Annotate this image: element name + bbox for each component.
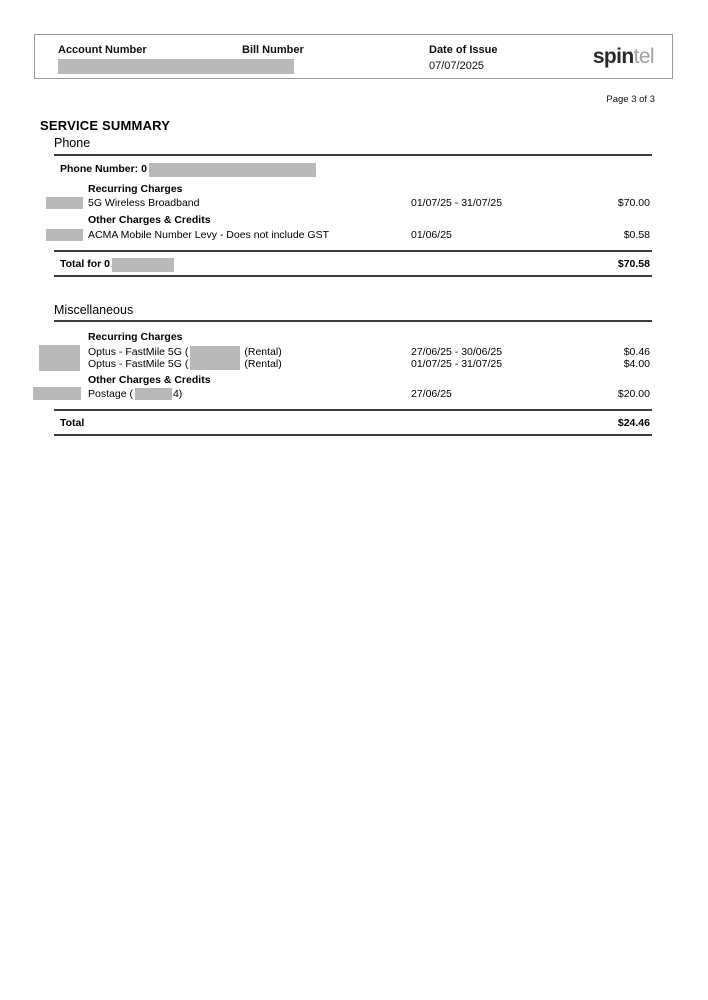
divider	[54, 275, 652, 277]
phone-total-text: Total for 0	[60, 258, 110, 270]
divider	[54, 250, 652, 252]
recurring-charges-label: Recurring Charges	[88, 331, 183, 343]
redaction-bar	[190, 358, 240, 370]
charge-amount: $70.00	[617, 197, 650, 209]
phone-total-amount: $70.58	[617, 258, 650, 270]
page-indicator: Page 3 of 3	[606, 94, 655, 105]
charge-row	[0, 388, 708, 402]
misc-recurring-heading	[0, 331, 708, 345]
charge-row	[0, 197, 708, 211]
divider	[54, 154, 652, 156]
charge-description	[88, 388, 182, 401]
date-of-issue-label: Date of Issue	[429, 44, 498, 56]
phone-total-label	[60, 258, 174, 272]
date-of-issue-value: 07/07/2025	[429, 60, 485, 72]
redaction-bar	[46, 229, 83, 241]
charge-description	[88, 358, 282, 371]
redaction-bar	[135, 388, 172, 400]
misc-total-row	[0, 417, 708, 431]
bill-number-label: Bill Number	[242, 44, 304, 56]
bill-header-box	[34, 34, 673, 79]
redaction-bar	[149, 163, 316, 177]
misc-total-amount: $24.46	[617, 417, 650, 429]
charge-description-prefix: Postage (	[88, 388, 133, 400]
charge-description-prefix: Optus - FastMile 5G (	[88, 346, 189, 358]
charge-amount: $0.58	[623, 229, 650, 241]
charge-description: 5G Wireless Broadband	[88, 197, 200, 209]
divider	[54, 434, 652, 436]
phone-other-heading	[0, 214, 708, 228]
redaction-bar	[190, 346, 240, 358]
charge-period: 27/06/25	[411, 388, 452, 400]
redaction-bar	[112, 258, 174, 272]
charge-description-suffix: (Rental)	[244, 346, 282, 358]
logo-text-tel: tel	[633, 45, 654, 68]
redaction-bar	[58, 59, 294, 74]
charge-description: ACMA Mobile Number Levy - Does not include GST	[88, 229, 330, 241]
phone-total-row	[0, 258, 708, 272]
phone-recurring-heading	[0, 183, 708, 197]
charge-period: 01/07/25 - 31/07/25	[411, 358, 503, 370]
spintel-logo	[593, 44, 654, 70]
charge-amount: $20.00	[617, 388, 650, 400]
misc-other-heading	[0, 374, 708, 388]
redaction-bar	[46, 197, 83, 209]
misc-section-title: Miscellaneous	[54, 303, 134, 317]
charge-period: 01/06/25	[411, 229, 452, 241]
charge-row	[0, 229, 708, 243]
divider	[54, 320, 652, 322]
charge-amount: $0.46	[623, 346, 650, 358]
divider	[54, 409, 652, 411]
charge-amount: $4.00	[623, 358, 650, 370]
phone-number-label	[60, 163, 316, 177]
phone-number-text: Phone Number: 0	[60, 163, 147, 175]
other-charges-label: Other Charges & Credits	[88, 374, 211, 386]
charge-row	[0, 358, 708, 372]
phone-number-row	[0, 163, 708, 177]
misc-total-label: Total	[60, 417, 85, 429]
other-charges-label: Other Charges & Credits	[88, 214, 211, 226]
service-summary-title: SERVICE SUMMARY	[40, 118, 171, 133]
recurring-charges-label: Recurring Charges	[88, 183, 183, 195]
charge-period: 27/06/25 - 30/06/25	[411, 346, 503, 358]
account-number-label: Account Number	[58, 44, 147, 56]
charge-description-suffix: (Rental)	[244, 358, 282, 370]
charge-description-suffix: 4)	[172, 388, 183, 400]
charge-description-prefix: Optus - FastMile 5G (	[88, 358, 189, 370]
charge-period: 01/07/25 - 31/07/25	[411, 197, 503, 209]
logo-text-spin: spin	[592, 45, 634, 68]
phone-section-title: Phone	[54, 136, 91, 150]
